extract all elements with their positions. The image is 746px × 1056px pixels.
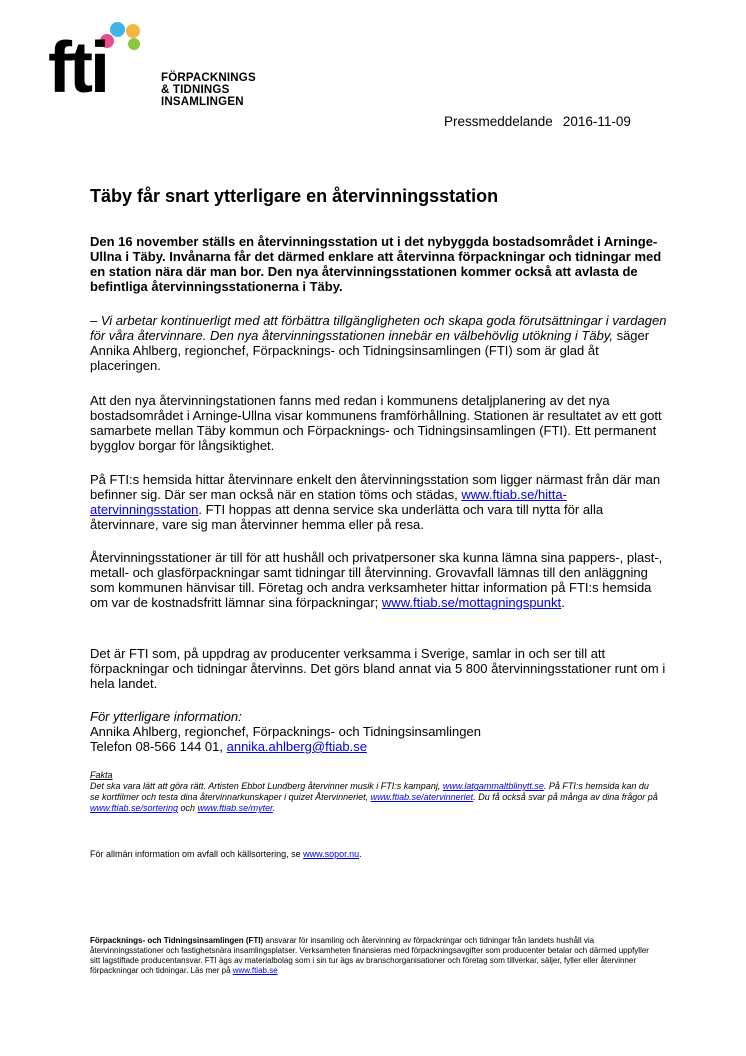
- logo-line-1: FÖRPACKNINGS: [161, 72, 256, 84]
- fakta-heading: Fakta: [90, 770, 113, 780]
- fakta-block: [90, 770, 660, 814]
- logo-dot-orange: [126, 24, 140, 38]
- ftiab-link[interactable]: www.ftiab.se: [232, 966, 278, 975]
- fakta-text-3: . Du få också svar på många av dina frågor på: [473, 792, 658, 802]
- contact-email-link[interactable]: annika.ahlberg@ftiab.se: [226, 739, 368, 754]
- contact-phone: Telefon 08-566 144 01,: [90, 739, 227, 754]
- fakta-text-5: .: [272, 803, 276, 813]
- document-header: [444, 114, 631, 129]
- hitta-atervinningsstation-link[interactable]: www.ftiab.se/hitta-atervinningsstation: [90, 487, 567, 517]
- logo-letters: fti: [48, 28, 107, 108]
- fakta-text: [90, 781, 660, 814]
- paragraph-fti: Det är FTI som, på uppdrag av producenter verksamma i Sverige, samlar in och ser till att förpackningar och tidningar återvinns. Det görs bland annat via 5 800 återvinningsstationer runt om i hela landet.: [90, 646, 666, 691]
- footer-about: [90, 936, 650, 976]
- fakta-text-1: Det ska vara lätt att göra rätt. Artisten Ebbot Lundberg återvinner musik i FTI:s kampanj,: [90, 781, 443, 791]
- para3-text-2: . FTI hoppas att denna service ska underlätta och vara till nytta för alla återvinnare, vare sig man återvinner hemma eller på resa.: [90, 502, 604, 532]
- quote-attribution: säger Annika Ahlberg, regionchef, Förpacknings- och Tidningsinsamlingen (FTI) som är glad åt placeringen.: [90, 328, 650, 373]
- logo-text: [161, 72, 256, 108]
- general-text: För allmän information om avfall och källsortering, se: [90, 849, 304, 859]
- doc-type: Pressmeddelande: [444, 114, 553, 129]
- sopor-link[interactable]: www.sopor.nu: [303, 849, 360, 859]
- quote-italic: – Vi arbetar kontinuerligt med att förbättra tillgängligheten och skapa goda förutsättningar i vardagen för våra återvinnare. Den nya återvinningsstationen innebär en välbehövlig utökning i Täby,: [90, 313, 667, 343]
- contact-block: [90, 709, 670, 754]
- para4-text-1: Återvinningsstationer är till för att hushåll och privatpersoner ska kunna lämna sina pappers-, plast-, metall- och glasförpackningar samt tidningar till återvinning. Grovavfall lämnas till den anläggning som kommunen hänvisar till. Företag och andra verksamheter hittar information på FTI:s hemsida om var de kostnadsfritt lämnar sina förpackningar;: [90, 550, 663, 610]
- footer-org: Förpacknings- och Tidningsinsamlingen (FTI): [90, 936, 264, 945]
- atervinneriet-link[interactable]: www.ftiab.se/atervinneriet: [370, 792, 474, 802]
- doc-date: 2016-11-09: [562, 114, 631, 129]
- lead-paragraph: Den 16 november ställs en återvinningsstation ut i det nybyggda bostadsområdet i Arninge-Ullna i Täby. Invånarna får det därmed enklare att återvinna förpackningar och tidningar med en station nära där man bor. Den nya återvinningsstationen kommer också att avlasta de befintliga återvinningsstationerna i Täby.: [90, 234, 662, 294]
- quote-paragraph: [90, 313, 670, 373]
- logo-line-3: INSAMLINGEN: [161, 96, 244, 108]
- latgammaltblinytt-link[interactable]: www.latgammaltblinytt.se: [442, 781, 544, 791]
- footer-text: ansvarar för insamling och återvinning av förpackningar och tidningar från landets hushåll via återvinningsstationer och fastighetsnära insamlingsplatser. Verksamheten finansieras med förpackningsavgifter som producenter betalar och därmed uppfyller sitt lagstiftade producentansvar. FTI ägs av materialbolag som i sin tur ägs av branschorganisationer och företag som tillverkar, säljer, fyller eller återvinner förpackningar och tidningar. Läs mer på: [90, 936, 649, 975]
- mottagningspunkt-link[interactable]: www.ftiab.se/mottagningspunkt: [381, 595, 562, 610]
- contact-heading: För ytterligare information:: [90, 709, 242, 724]
- contact-name: Annika Ahlberg, regionchef, Förpacknings- och Tidningsinsamlingen: [90, 724, 481, 739]
- general-info: [90, 849, 660, 860]
- paragraph-stations: [90, 550, 670, 610]
- general-after: .: [359, 849, 362, 859]
- paragraph-website: [90, 472, 670, 532]
- fakta-text-4: och: [178, 803, 198, 813]
- logo-dot-blue: [110, 22, 125, 37]
- paragraph-planning: Att den nya återvinningstationen fanns med redan i kommunens detaljplanering av det nya bostadsområdet i Arninge-Ullna visar kommunens framförhållning. Stationen är resultatet av ett gott samarbete mellan Täby kommun och Förpacknings- och Tidningsinsamlingen (FTI). Ett permanent bygglov borgar för långsiktighet.: [90, 393, 662, 453]
- fti-logo: [46, 20, 286, 120]
- page-title: Täby får snart ytterligare en återvinningsstation: [90, 186, 499, 206]
- logo-line-2: & TIDNINGS: [161, 84, 230, 96]
- para4-text-2: .: [561, 595, 565, 610]
- para3-text-1: På FTI:s hemsida hittar återvinnare enkelt den återvinningsstation som ligger närmast från där man befinner sig. Där ser man också när en station töms och städas,: [90, 472, 661, 502]
- fakta-text-2: . På FTI:s hemsida kan du se kortfilmer och testa dina återvinnarkunskaper i quizet Återvinneriet,: [90, 781, 649, 802]
- sortering-link[interactable]: www.ftiab.se/sortering: [90, 803, 179, 813]
- myter-link[interactable]: www.ftiab.se/myter: [197, 803, 273, 813]
- contact-phone-line: [90, 739, 670, 754]
- logo-dot-green: [128, 38, 140, 50]
